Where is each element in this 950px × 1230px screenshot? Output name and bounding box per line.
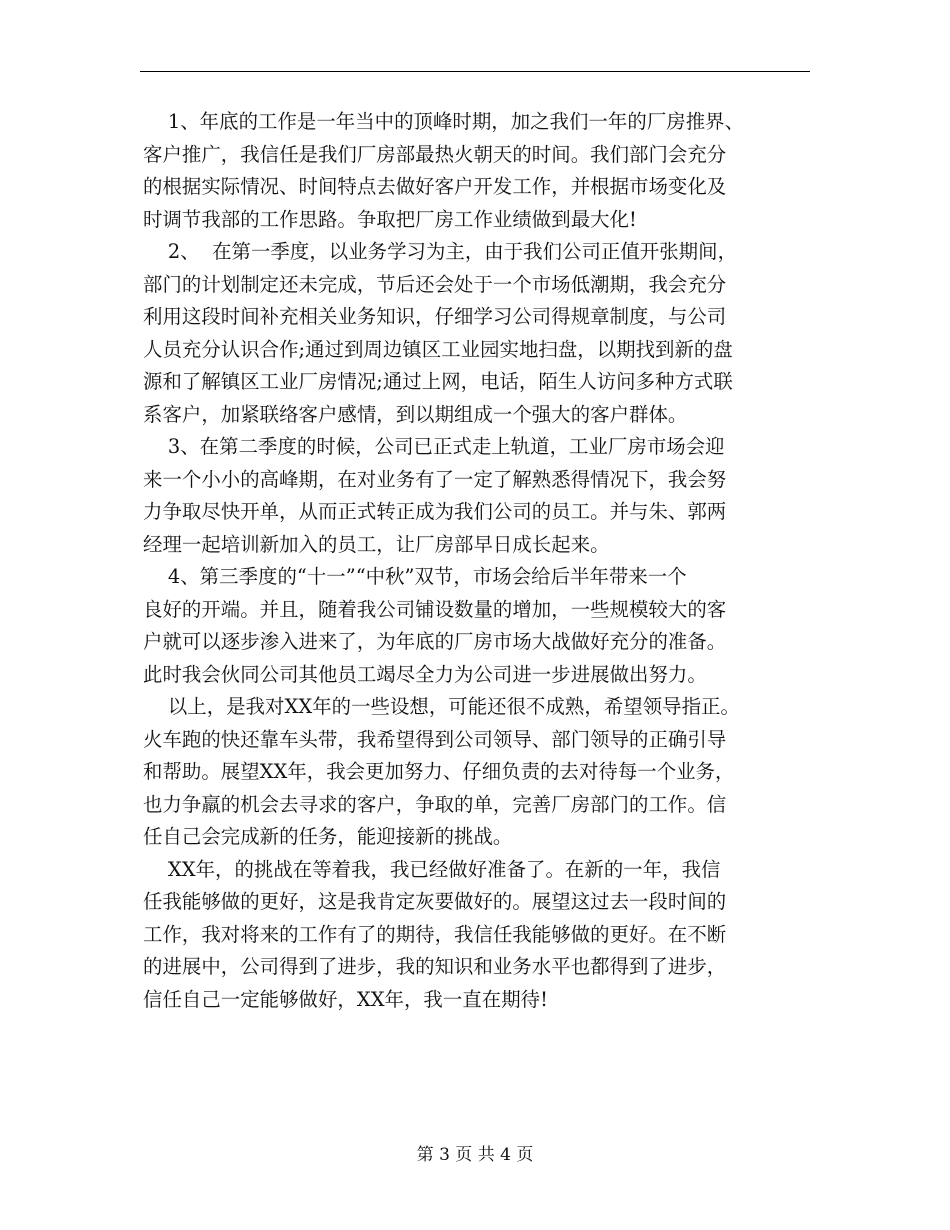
paragraph-1 — [143, 106, 833, 236]
text-line: 任我能够做的更好，这是我肯定灰要做好的。展望这过去一段时间的 — [143, 890, 727, 913]
text-line: 力争取尽快开单，从而正式转正成为我们公司的员工。并与朱、郭两 — [143, 500, 727, 523]
text-line: 火车跑的快还靠车头带，我希望得到公司领导、部门领导的正确引导 — [143, 727, 727, 751]
text-line: 任自己会完成新的任务，能迎接新的挑战。 — [143, 825, 513, 848]
text-line: 此时我会伙同公司其他员工竭尽全力为公司进一步进展做出努力。 — [143, 662, 707, 686]
text-line: 的根据实际情况、时间特点去做好客户开发工作，并根据市场变化及 — [143, 175, 727, 198]
text-line: XX年，的挑战在等着我，我已经做好准备了。在新的一年，我信 — [143, 857, 721, 881]
text-line: 人员充分认识合作;通过到周边镇区工业园实地扫盘，以期找到新的盘 — [143, 337, 733, 361]
text-line: 系客户，加紧联络客户感情，到以期组成一个强大的客户群体。 — [143, 402, 688, 426]
text-line: 时调节我部的工作思路。争取把厂房工作业绩做到最大化! — [143, 207, 637, 231]
document-body — [143, 106, 833, 1016]
text-line: 1、年底的工作是一年当中的顶峰时期，加之我们一年的厂房推界、 — [143, 110, 745, 133]
text-line: 以上，是我对XX年的一些设想，可能还很不成熟，希望领导指正。 — [143, 695, 740, 718]
text-line: 也力争羸的机会去寻求的客户，争取的单，完善厂房部门的工作。信 — [143, 792, 727, 816]
text-line: 客户推广，我信任是我们厂房部最热火朝天的时间。我们部门会充分 — [143, 142, 727, 166]
page-number-footer: 第 3 页 共 4 页 — [416, 1145, 534, 1165]
text-line: 源和了解镇区工业厂房情况;通过上网，电话，陌生人访问多种方式联 — [143, 370, 733, 393]
text-line: 部门的计划制定还未完成，节后还会处于一个市场低潮期，我会充分 — [143, 272, 727, 296]
text-line: 来一个小小的高峰期，在对业务有了一定了解熟悉得情况下，我会努 — [143, 467, 727, 491]
text-line: 3、在第二季度的时候，公司已正式走上轨道，工业厂房市场会迎 — [143, 435, 725, 458]
text-line: 的进展中，公司得到了进步，我的知识和业务水平也都得到了进步， — [143, 955, 727, 978]
paragraph-6 — [143, 854, 833, 1017]
text-line: 2、 在第一季度，以业务学习为主，由于我们公司正值开张期间， — [143, 240, 738, 263]
text-line: 信任自己一定能够做好，XX年，我一直在期待! — [143, 987, 548, 1011]
text-line: 良好的开端。并且，随着我公司铺设数量的增加，一些规模较大的客 — [143, 597, 727, 621]
text-line: 利用这段时间补充相关业务知识，仔细学习公司得规章制度，与公司 — [143, 305, 727, 328]
text-line: 经理一起培训新加入的员工，让厂房部早日成长起来。 — [143, 532, 610, 556]
text-line: 和帮助。展望XX年，我会更加努力、仔细负责的去对待每一个业务， — [143, 760, 735, 783]
paragraph-3 — [143, 431, 833, 561]
header-rule — [140, 71, 810, 72]
paragraph-5 — [143, 691, 833, 854]
paragraph-2 — [143, 236, 833, 431]
text-line: 4、第三季度的“十一”“中秋”双节，市场会给后半年带来一个 — [143, 565, 687, 588]
text-line: 户就可以逐步渗入进来了，为年底的厂房市场大战做好充分的准备。 — [143, 630, 727, 653]
paragraph-4 — [143, 561, 833, 691]
text-line: 工作，我对将来的工作有了的期待，我信任我能够做的更好。在不断 — [143, 922, 727, 946]
